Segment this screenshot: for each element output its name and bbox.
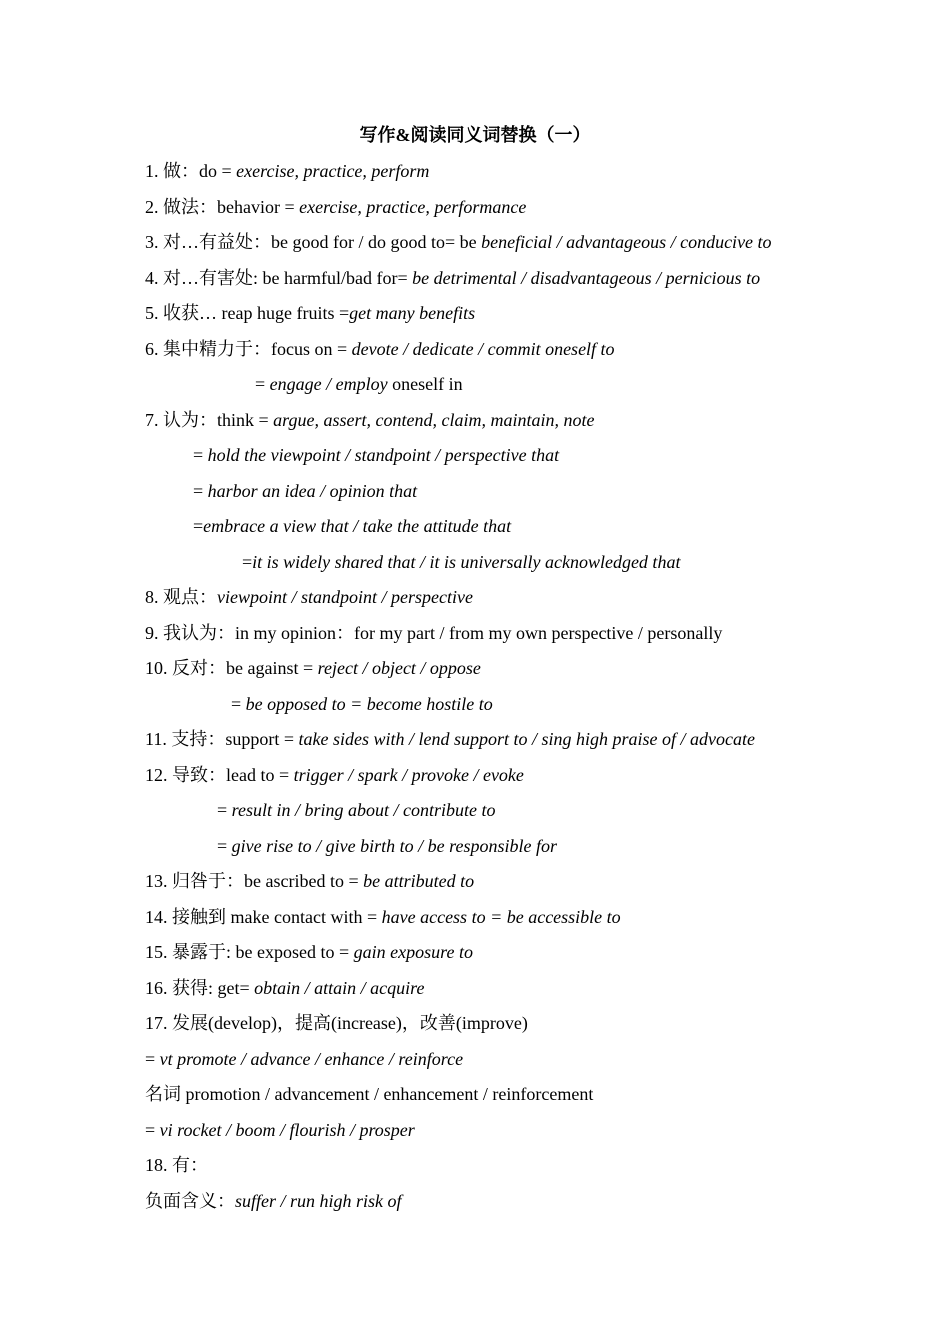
- entry-text: 17. 发展(develop)，提高(increase)，改善(improve): [145, 1013, 528, 1033]
- entry-synonyms: vi rocket / boom / flourish / prosper: [159, 1120, 415, 1140]
- entry-text: 1. 做：do =: [145, 161, 237, 181]
- entry-continuation: [242, 551, 680, 573]
- entry-text: 2. 做法：behavior =: [145, 197, 300, 217]
- entry-synonyms: give rise to / give birth to / be responsible for: [231, 836, 557, 856]
- entry-synonyms: be attributed to: [363, 871, 475, 891]
- entry-line: [145, 586, 473, 608]
- entry-line: [145, 622, 722, 644]
- entry-continuation: [231, 693, 493, 715]
- entry-line: [145, 1012, 528, 1034]
- entry-synonyms: have access to = be accessible to: [381, 907, 621, 927]
- entry-line: [145, 657, 481, 679]
- entry-line: [145, 1119, 415, 1141]
- entry-line: [145, 977, 424, 999]
- entry-text: 12. 导致：lead to =: [145, 765, 294, 785]
- entry-text: =: [255, 374, 270, 394]
- entry-continuation: [217, 835, 557, 857]
- entry-line: [145, 906, 621, 928]
- entry-continuation: [255, 373, 463, 395]
- entry-synonyms: obtain / attain / acquire: [254, 978, 425, 998]
- entry-line: [145, 870, 474, 892]
- entry-text: =: [217, 836, 232, 856]
- entry-text: =: [242, 552, 253, 572]
- entry-line: [145, 1190, 402, 1212]
- entry-synonyms: embrace a view that / take the attitude that: [203, 516, 512, 536]
- entry-text: 9. 我认为：in my opinion：for my part / from my own perspective / personally: [145, 623, 723, 643]
- entry-text: =: [193, 516, 204, 536]
- entry-text: 4. 对…有害处: be harmful/bad for=: [145, 268, 413, 288]
- entry-synonyms: take sides with / lend support to / sing high praise of / advocate: [298, 729, 755, 749]
- entry-synonyms: viewpoint / standpoint / perspective: [217, 587, 473, 607]
- entry-synonyms: harbor an idea / opinion that: [207, 481, 418, 501]
- entry-text: 5. 收获… reap huge fruits =: [145, 303, 350, 323]
- entry-line: [145, 764, 524, 786]
- entry-text: 16. 获得: get=: [145, 978, 255, 998]
- entry-text: =: [145, 1120, 160, 1140]
- entry-synonyms: be opposed to = become hostile to: [245, 694, 493, 714]
- entry-synonyms: exercise, practice, perform: [236, 161, 430, 181]
- entry-text: 8. 观点：: [145, 587, 217, 607]
- entry-synonyms: it is widely shared that / it is universally acknowledged that: [252, 552, 681, 572]
- entry-line: [145, 728, 755, 750]
- entry-text: =: [145, 1049, 160, 1069]
- entry-synonyms: hold the viewpoint / standpoint / perspective that: [207, 445, 560, 465]
- entry-line: [145, 302, 475, 324]
- entry-text: =: [193, 481, 208, 501]
- entry-text: 15. 暴露于: be exposed to =: [145, 942, 354, 962]
- entry-continuation: [193, 444, 559, 466]
- entry-text: 14. 接触到 make contact with =: [145, 907, 382, 927]
- entry-synonyms: be detrimental / disadvantageous / pernicious to: [412, 268, 761, 288]
- entry-text: 11. 支持：support =: [145, 729, 299, 749]
- entry-text: 6. 集中精力于：focus on =: [145, 339, 352, 359]
- entry-synonyms: trigger / spark / provoke / evoke: [293, 765, 524, 785]
- entry-synonyms: devote / dedicate / commit oneself to: [351, 339, 615, 359]
- entry-text: 负面含义：: [145, 1191, 235, 1211]
- entry-tail: oneself in: [392, 374, 463, 394]
- entry-text: 7. 认为：think =: [145, 410, 274, 430]
- entry-synonyms: suffer / run high risk of: [235, 1191, 402, 1211]
- entry-line: [145, 267, 760, 289]
- entry-line: [145, 1048, 463, 1070]
- entry-synonyms: get many benefits: [349, 303, 476, 323]
- entry-line: [145, 409, 594, 431]
- entry-text: =: [231, 694, 246, 714]
- entry-continuation: [217, 799, 496, 821]
- entry-synonyms: gain exposure to: [353, 942, 473, 962]
- entry-line: [145, 1083, 593, 1105]
- entry-text: 3. 对…有益处：be good for / do good to= be: [145, 232, 482, 252]
- entry-line: [145, 1154, 208, 1176]
- entry-text: 18. 有：: [145, 1155, 208, 1175]
- entry-text: 10. 反对：be against =: [145, 658, 318, 678]
- entry-line: [145, 160, 429, 182]
- entry-text: 13. 归咎于：be ascribed to =: [145, 871, 364, 891]
- entry-synonyms: result in / bring about / contribute to: [231, 800, 496, 820]
- entry-synonyms: exercise, practice, performance: [299, 197, 527, 217]
- entry-synonyms: argue, assert, contend, claim, maintain, note: [273, 410, 595, 430]
- entry-text: 名词 promotion / advancement / enhancement / reinforcement: [145, 1084, 594, 1104]
- entry-continuation: [193, 515, 511, 537]
- entry-synonyms: vt promote / advance / enhance / reinforce: [159, 1049, 464, 1069]
- entry-line: [145, 338, 615, 360]
- entry-line: [145, 196, 526, 218]
- entry-text: =: [217, 800, 232, 820]
- page-title: 写作&阅读同义词替换（一）: [359, 125, 591, 145]
- entry-continuation: [193, 480, 417, 502]
- entry-line: [145, 231, 772, 253]
- entry-synonyms: reject / object / oppose: [317, 658, 481, 678]
- entry-synonyms: beneficial / advantageous / conducive to: [481, 232, 772, 252]
- entry-text: =: [193, 445, 208, 465]
- entry-line: [145, 941, 473, 963]
- entry-synonyms: engage / employ: [269, 374, 393, 394]
